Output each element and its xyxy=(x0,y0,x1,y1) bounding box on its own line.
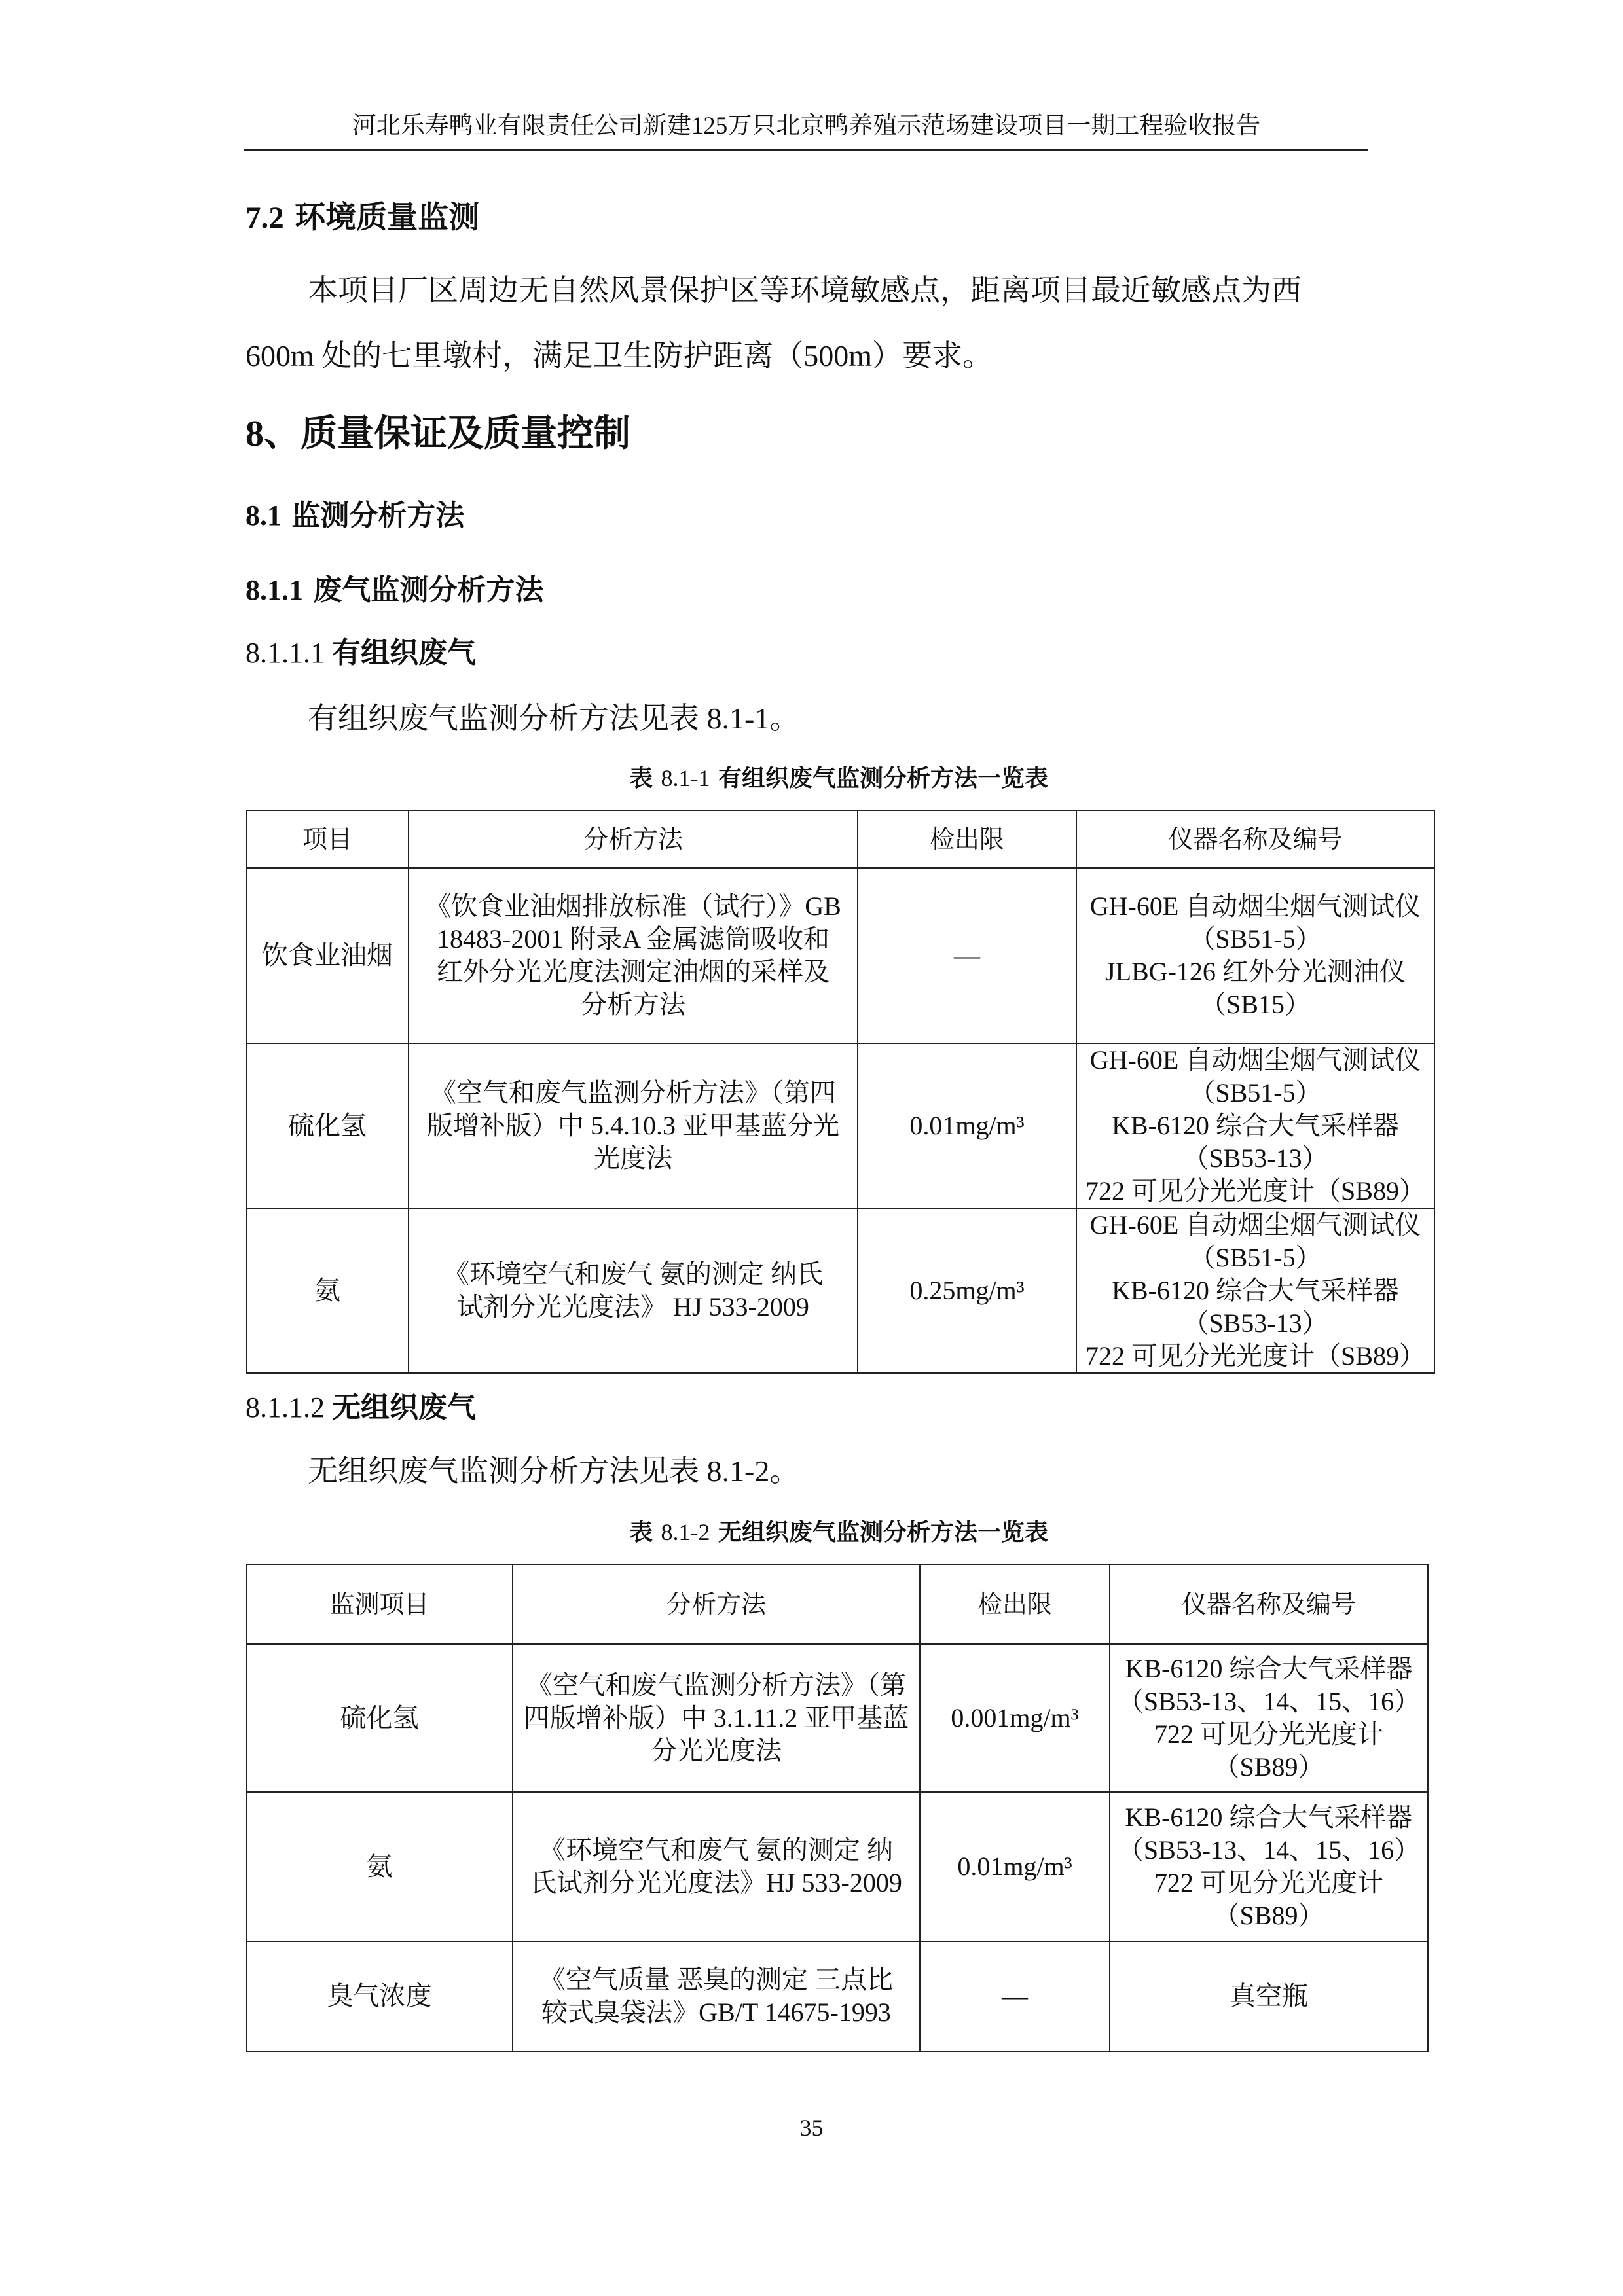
instrument-line: （SB53-13、14、15、16） xyxy=(1117,1687,1421,1716)
instrument-line: （SB53-13） xyxy=(1182,1308,1328,1338)
table2-caption-number: 8.1-2 xyxy=(661,1519,710,1545)
section-8-1-1-1-intro: 有组织废气监测分析方法见表 8.1-1。 xyxy=(308,702,800,735)
method-line: 四版增补版）中 3.1.11.2 亚甲基蓝 xyxy=(523,1703,909,1732)
section-8-1-1-2-number: 8.1.1.2 xyxy=(246,1391,325,1424)
table2-row3-limit: — xyxy=(920,1941,1110,2051)
instrument-line: GH-60E 自动烟尘烟气测试仪 xyxy=(1089,1210,1421,1240)
instrument-line: （SB15） xyxy=(1200,990,1311,1019)
table1-row2-method xyxy=(409,1043,858,1208)
method-line: 光度法 xyxy=(594,1143,672,1173)
table1-row1-method xyxy=(409,868,858,1043)
method-line: 《环境空气和废气 氨的测定 纳氏 xyxy=(443,1259,823,1289)
section-7-2-paragraph-line1: 本项目厂区周边无自然风景保护区等环境敏感点，距离项目最近敏感点为西 xyxy=(308,274,1302,307)
section-8-1-1-number: 8.1.1 xyxy=(246,574,303,606)
section-8-1-1-1-title: 有组织废气 xyxy=(332,636,476,670)
table1-header-limit: 检出限 xyxy=(858,810,1076,868)
running-header: 河北乐寿鸭业有限责任公司新建125万只北京鸭养殖示范场建设项目一期工程验收报告 xyxy=(352,113,1261,139)
section-8-1-1-1-number: 8.1.1.1 xyxy=(246,637,325,669)
table1-header-method: 分析方法 xyxy=(409,810,858,868)
table2-row2-limit: 0.01mg/m³ xyxy=(920,1792,1110,1941)
table2-caption-title: 无组织废气监测分析方法一览表 xyxy=(718,1519,1049,1546)
table1-caption-number: 8.1-1 xyxy=(661,765,710,791)
instrument-line: （SB89） xyxy=(1213,1901,1324,1930)
method-line: 分析方法 xyxy=(581,990,685,1019)
section-8-heading xyxy=(246,411,630,457)
table2-header-instruments: 仪器名称及编号 xyxy=(1110,1564,1428,1644)
method-line: 《空气和废气监测分析方法》（第四 xyxy=(430,1078,836,1107)
section-8-1-1-2-intro: 无组织废气监测分析方法见表 8.1-2。 xyxy=(308,1454,800,1488)
table2-header-method: 分析方法 xyxy=(513,1564,920,1644)
table1-row1-instruments xyxy=(1076,868,1434,1043)
table-row xyxy=(246,1043,1434,1208)
instrument-line: JLBG-126 红外分光测油仪 xyxy=(1105,957,1406,986)
instrument-line: KB-6120 综合大气采样器 xyxy=(1112,1111,1399,1140)
table1-row2-instruments xyxy=(1076,1043,1434,1208)
table2-header-limit: 检出限 xyxy=(920,1564,1110,1644)
method-line: 18483-2001 附录A 金属滤筒吸收和 xyxy=(437,924,830,954)
page-number: 35 xyxy=(799,2115,824,2141)
table-row xyxy=(246,1208,1434,1373)
table2-row1-method xyxy=(513,1644,920,1792)
instrument-line: GH-60E 自动烟尘烟气测试仪 xyxy=(1089,891,1421,921)
table2-row3-method xyxy=(513,1941,920,2051)
table1-row3-limit: 0.25mg/m³ xyxy=(858,1208,1076,1373)
section-8-1-heading xyxy=(246,496,464,535)
instrument-line: （SB53-13、14、15、16） xyxy=(1117,1835,1421,1865)
header-rule xyxy=(244,149,1368,151)
table-row xyxy=(246,1792,1428,1941)
table1-row3-item: 氨 xyxy=(246,1208,409,1373)
table1-caption-prefix: 表 xyxy=(629,765,653,792)
instrument-line: 722 可见分光光度计（SB89） xyxy=(1085,1176,1425,1206)
table2-row2-item: 氨 xyxy=(246,1792,513,1941)
section-8-1-number: 8.1 xyxy=(246,499,282,531)
instrument-line: （SB53-13） xyxy=(1182,1143,1328,1173)
method-line: 版增补版）中 5.4.10.3 亚甲基蓝分光 xyxy=(427,1111,839,1140)
instrument-line: KB-6120 综合大气采样器 xyxy=(1112,1276,1399,1305)
section-8-1-1-2-heading xyxy=(246,1388,476,1427)
table2-header-row xyxy=(246,1564,1428,1644)
method-line: 较式臭袋法》GB/T 14675-1993 xyxy=(541,1998,891,2027)
table-row xyxy=(246,1644,1428,1792)
table1-row2-limit: 0.01mg/m³ xyxy=(858,1043,1076,1208)
table2-row2-method xyxy=(513,1792,920,1941)
section-8-title: 质量保证及质量控制 xyxy=(301,412,630,455)
instrument-line: （SB51-5） xyxy=(1189,1243,1322,1272)
table1-caption xyxy=(246,762,1432,795)
section-7-2-title: 环境质量监测 xyxy=(295,200,480,236)
method-line: 《饮食业油烟排放标准（试行）》GB xyxy=(425,891,841,921)
instrument-line: 722 可见分光光度计 xyxy=(1154,1719,1383,1749)
section-8-1-1-2-title: 无组织废气 xyxy=(332,1391,476,1424)
section-8-1-1-heading xyxy=(246,571,543,610)
method-line: 试剂分光光度法》 HJ 533-2009 xyxy=(457,1292,809,1321)
table2-row1-item: 硫化氢 xyxy=(246,1644,513,1792)
table1-row1-limit: — xyxy=(858,868,1076,1043)
instrument-line: （SB51-5） xyxy=(1189,1078,1322,1107)
table1-caption-title: 有组织废气监测分析方法一览表 xyxy=(718,765,1049,792)
section-8-1-1-1-heading xyxy=(246,634,476,673)
method-line: 《空气和废气监测分析方法》（第 xyxy=(526,1670,906,1700)
section-7-2-number: 7.2 xyxy=(246,201,284,235)
table-row xyxy=(246,1941,1428,2051)
table1-header-instruments: 仪器名称及编号 xyxy=(1076,810,1434,868)
method-line: 《空气质量 恶臭的测定 三点比 xyxy=(539,1965,893,1994)
section-8-1-1-title: 废气监测分析方法 xyxy=(313,573,544,607)
instrument-line: KB-6120 综合大气采样器 xyxy=(1125,1803,1413,1832)
table2-caption xyxy=(246,1516,1432,1549)
instrument-line: 722 可见分光光度计（SB89） xyxy=(1085,1341,1425,1371)
table2-row1-instruments xyxy=(1110,1644,1428,1792)
instrument-line: 真空瓶 xyxy=(1230,1981,1308,2011)
instrument-line: KB-6120 综合大气采样器 xyxy=(1125,1654,1413,1683)
table1-row2-item: 硫化氢 xyxy=(246,1043,409,1208)
table1-header-row xyxy=(246,810,1434,868)
method-line: 分光光度法 xyxy=(651,1736,782,1765)
table-row xyxy=(246,868,1434,1043)
instrument-line: （SB89） xyxy=(1213,1752,1324,1782)
table1-row3-instruments xyxy=(1076,1208,1434,1373)
table2-row3-item: 臭气浓度 xyxy=(246,1941,513,2051)
section-8-number: 8、 xyxy=(246,414,301,454)
table1 xyxy=(246,810,1435,1374)
table1-row3-method xyxy=(409,1208,858,1373)
method-line: 红外分光光度法测定油烟的采样及 xyxy=(437,957,830,986)
section-8-1-title: 监测分析方法 xyxy=(291,499,465,532)
method-line: 氏试剂分光光度法》HJ 533-2009 xyxy=(530,1868,902,1897)
instrument-line: （SB51-5） xyxy=(1189,924,1322,954)
instrument-line: 722 可见分光光度计 xyxy=(1154,1868,1383,1897)
table2-row3-instruments xyxy=(1110,1941,1428,2051)
table2-row1-limit: 0.001mg/m³ xyxy=(920,1644,1110,1792)
table2-header-item: 监测项目 xyxy=(246,1564,513,1644)
table2-row2-instruments xyxy=(1110,1792,1428,1941)
section-7-2-paragraph-line2: 600m 处的七里墩村，满足卫生防护距离（500m）要求。 xyxy=(246,339,993,372)
section-7-2-heading xyxy=(246,198,479,238)
table1-header-item: 项目 xyxy=(246,810,409,868)
method-line: 《环境空气和废气 氨的测定 纳 xyxy=(539,1835,893,1865)
table1-row1-item: 饮食业油烟 xyxy=(246,868,409,1043)
instrument-line: GH-60E 自动烟尘烟气测试仪 xyxy=(1089,1045,1421,1075)
table2-caption-prefix: 表 xyxy=(629,1519,653,1546)
table2 xyxy=(246,1564,1429,2052)
